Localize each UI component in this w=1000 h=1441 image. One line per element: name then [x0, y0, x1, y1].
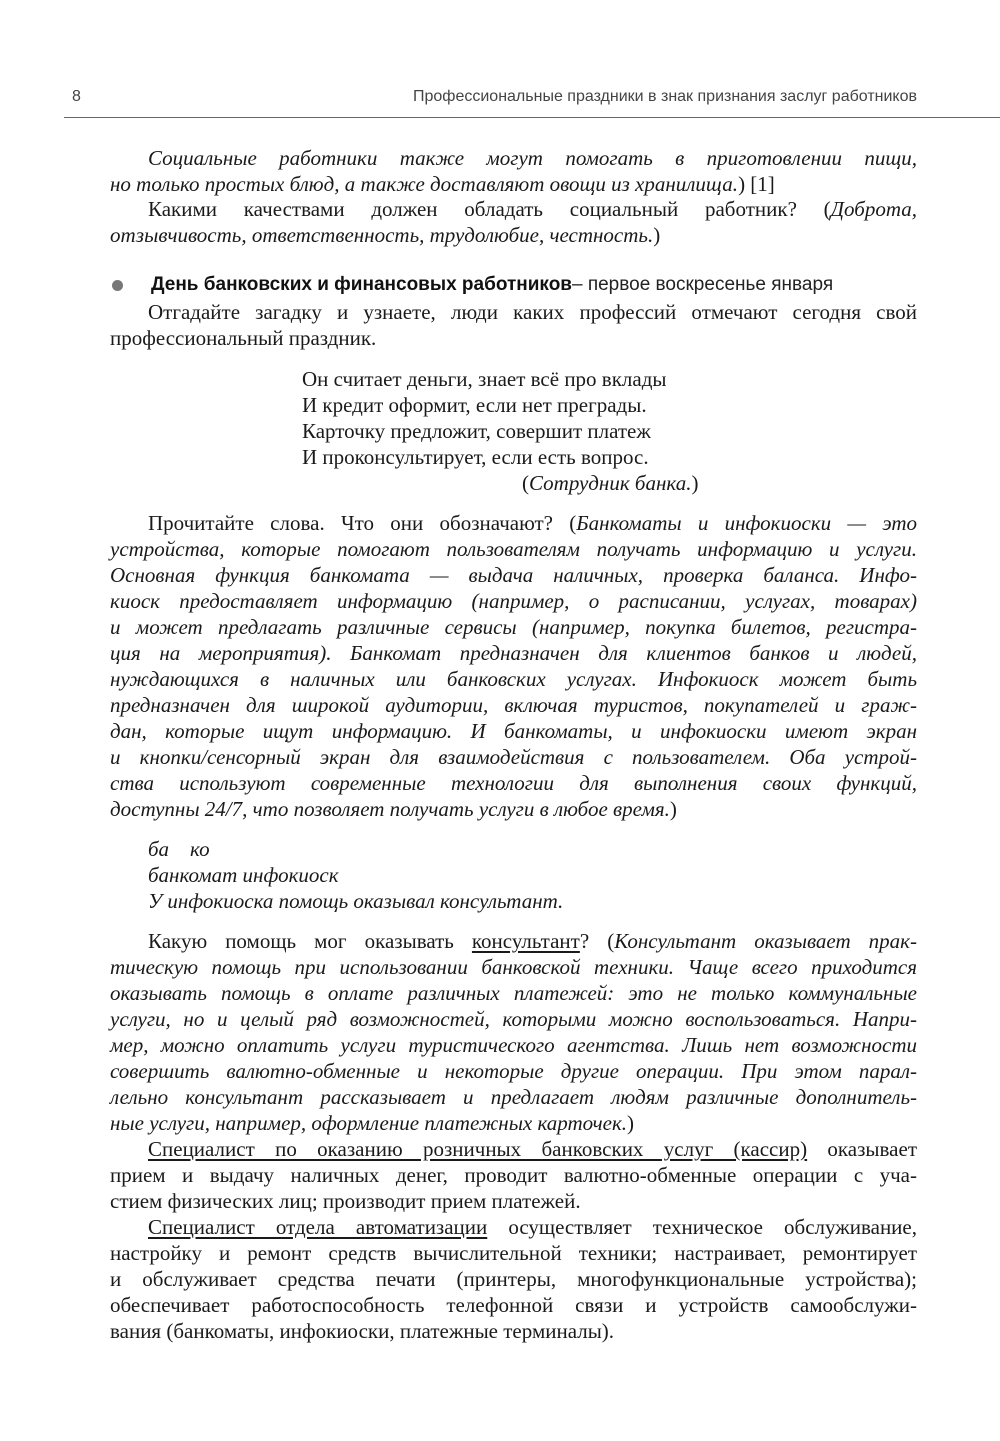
text-run: Карточку предложит, совершит платеж — [302, 419, 651, 443]
text-run: совершить валютно-обменные и некоторые другие операции. При этом парал- — [110, 1059, 917, 1083]
text-run: устройства, которые помогают пользователям получать информацию и услуги. — [110, 537, 917, 561]
text-run: Отгадайте загадку и узнаете, люди каких профессий отмечают сегодня свой — [148, 300, 917, 324]
text-run: ( — [522, 471, 529, 495]
paragraph-consultant-line — [148, 928, 917, 954]
paragraph-atm-kiosk-line — [110, 718, 917, 744]
word-exercise-line — [148, 862, 339, 888]
text-run: Какими качествами должен обладать социальный работник? ( — [148, 197, 831, 221]
underlined-term: консультант — [471, 929, 580, 953]
text-run: У инфокиоска помощь оказывал консультант. — [148, 889, 564, 913]
text-run: нуждающихся в наличных или банковских услугах. Инфокиоск может быть — [110, 667, 917, 691]
paragraph-atm-kiosk-line — [110, 640, 917, 666]
text-run: осуществляет техническое обслуживание, — [487, 1215, 917, 1239]
paragraph-riddle-intro-line — [148, 299, 917, 325]
paragraph-atm-kiosk-line — [110, 666, 917, 692]
text-run: ба ко — [148, 837, 210, 861]
section-heading — [110, 272, 918, 298]
text-run: лельно консультант рассказывает и предлагает людям различные дополнитель- — [110, 1085, 917, 1109]
paragraph-consultant-line — [110, 954, 917, 980]
text-run: ) — [691, 471, 699, 495]
text-run: ) — [627, 1111, 635, 1135]
paragraph-automation-line — [110, 1240, 917, 1266]
word-exercise-line — [148, 836, 210, 862]
paragraph-qualities-line — [148, 196, 917, 222]
riddle-poem-line — [302, 418, 651, 444]
paragraph-riddle-intro-line — [110, 325, 376, 351]
text-run: И кредит оформит, если нет преграды. — [302, 393, 647, 417]
paragraph-atm-kiosk-line — [110, 744, 917, 770]
text-run: оказывать помощь в оплате различных платежей: это не только коммунальные — [110, 981, 917, 1005]
paragraph-atm-kiosk-line — [110, 614, 917, 640]
text-run: И проконсультирует, если есть вопрос. — [302, 445, 649, 469]
paragraph-atm-kiosk-line — [110, 536, 917, 562]
text-run: ? ( — [579, 929, 615, 953]
paragraph-automation-line — [110, 1266, 917, 1292]
paragraph-cashier-line — [110, 1162, 917, 1188]
paragraph-atm-kiosk-line — [148, 510, 917, 536]
text-run: мер, можно оплатить услуги туристического агентства. Лишь нет возможности — [110, 1033, 917, 1057]
text-run: оказывает — [807, 1137, 917, 1161]
text-run: ) [1] — [738, 172, 775, 196]
paragraph-atm-kiosk-line — [110, 588, 917, 614]
text-run: Сотрудник банка. — [529, 471, 692, 495]
paragraph-consultant-line — [110, 1058, 917, 1084]
underlined-term: Специалист по оказанию розничных банковских услуг (кассир) — [148, 1137, 808, 1161]
paragraph-atm-kiosk-line — [110, 692, 917, 718]
text-run: настройку и ремонт средств вычислительной техники; настраивает, ремонтирует — [110, 1241, 917, 1265]
riddle-poem-line — [302, 392, 647, 418]
underlined-term: Специалист отдела автоматизации — [148, 1215, 488, 1239]
text-run: прием и выдачу наличных денег, проводит валютно-обменные операции с уча- — [110, 1163, 917, 1187]
header-divider — [64, 117, 1000, 118]
text-run: стием физических лиц; производит прием платежей. — [110, 1189, 581, 1213]
text-run: ные услуги, например, оформление платежных карточек. — [110, 1111, 628, 1135]
text-run: Доброта, — [830, 197, 917, 221]
text-run: но только простых блюд, а также доставляют овощи из хранилища. — [110, 172, 739, 196]
text-run: Банкоматы и инфокиоски — это — [576, 511, 918, 535]
riddle-answer-line — [522, 470, 698, 496]
paragraph-consultant-line — [110, 1006, 917, 1032]
text-run: ) — [653, 223, 661, 247]
text-run: отзывчивость, ответственность, трудолюбие, честность. — [110, 223, 654, 247]
text-run: банкомат инфокиоск — [148, 863, 339, 887]
word-exercise-line — [148, 888, 563, 914]
text-run: и обслуживает средства печати (принтеры, многофункциональные устройства); — [110, 1267, 917, 1291]
paragraph-automation-line — [110, 1318, 614, 1344]
text-run: Прочитайте слова. Что они обозначают? ( — [148, 511, 577, 535]
paragraph-consultant-line — [110, 1084, 917, 1110]
text-run: ства используют современные технологии для выполнения своих функций, — [110, 771, 917, 795]
page-number: 8 — [72, 88, 81, 105]
heading-title: День банковских и финансовых работников — [151, 274, 572, 295]
text-run: Основная функция банкомата — выдача наличных, проверка баланса. Инфо- — [110, 563, 917, 587]
text-run: Консультант оказывает прак- — [614, 929, 917, 953]
paragraph-atm-kiosk-line — [110, 796, 677, 822]
paragraph-social-workers-line — [148, 145, 917, 171]
text-run: дан, которые ищут информацию. И банкоматы, и инфокиоски имеют экран — [110, 719, 917, 743]
bullet-icon — [112, 280, 123, 291]
paragraph-qualities-line — [110, 222, 660, 248]
heading-date: – первое воскресенье января — [571, 274, 834, 295]
paragraph-cashier-line — [110, 1188, 581, 1214]
text-run: обеспечивает работоспособность телефонной связи и устройств самообслужи- — [110, 1293, 917, 1317]
text-run: киоск предоставляет информацию (например, о расписании, услугах, товарах) — [110, 589, 917, 613]
text-run: ция на мероприятия). Банкомат предназначен для клиентов банков и людей, — [110, 641, 917, 665]
text-run: тическую помощь при использовании банковской техники. Чаще всего приходится — [110, 955, 917, 979]
text-run: вания (банкоматы, инфокиоски, платежные терминалы). — [110, 1319, 615, 1343]
text-run: и может предлагать различные сервисы (например, покупка билетов, регистра- — [110, 615, 917, 639]
paragraph-consultant-line — [110, 1032, 917, 1058]
text-run: профессиональный праздник. — [110, 326, 377, 350]
paragraph-social-workers-line — [110, 171, 775, 197]
paragraph-consultant-line — [110, 980, 917, 1006]
text-run: Он считает деньги, знает всё про вклады — [302, 367, 667, 391]
running-title: Профессиональные праздники в знак признания заслуг работников — [413, 88, 917, 105]
paragraph-atm-kiosk-line — [110, 770, 917, 796]
text-run: услуги, но и целый ряд возможностей, которыми можно воспользоваться. Напри- — [110, 1007, 917, 1031]
paragraph-consultant-line — [110, 1110, 634, 1136]
text-run: Социальные работники также могут помогать в приготовлении пищи, — [148, 146, 917, 170]
paragraph-automation-line — [148, 1214, 917, 1240]
paragraph-automation-line — [110, 1292, 917, 1318]
riddle-poem-line — [302, 366, 667, 392]
paragraph-atm-kiosk-line — [110, 562, 917, 588]
text-run: и кнопки/сенсорный экран для взаимодействия с пользователем. Оба устрой- — [110, 745, 917, 769]
text-run: доступны 24/7, что позволяет получать услуги в любое время. — [110, 797, 670, 821]
text-run: Какую помощь мог оказывать — [148, 929, 472, 953]
paragraph-cashier-line — [148, 1136, 917, 1162]
text-run: предназначен для широкой аудитории, включая туристов, покупателей и граж- — [110, 693, 917, 717]
text-run: ) — [669, 797, 677, 821]
riddle-poem-line — [302, 444, 649, 470]
